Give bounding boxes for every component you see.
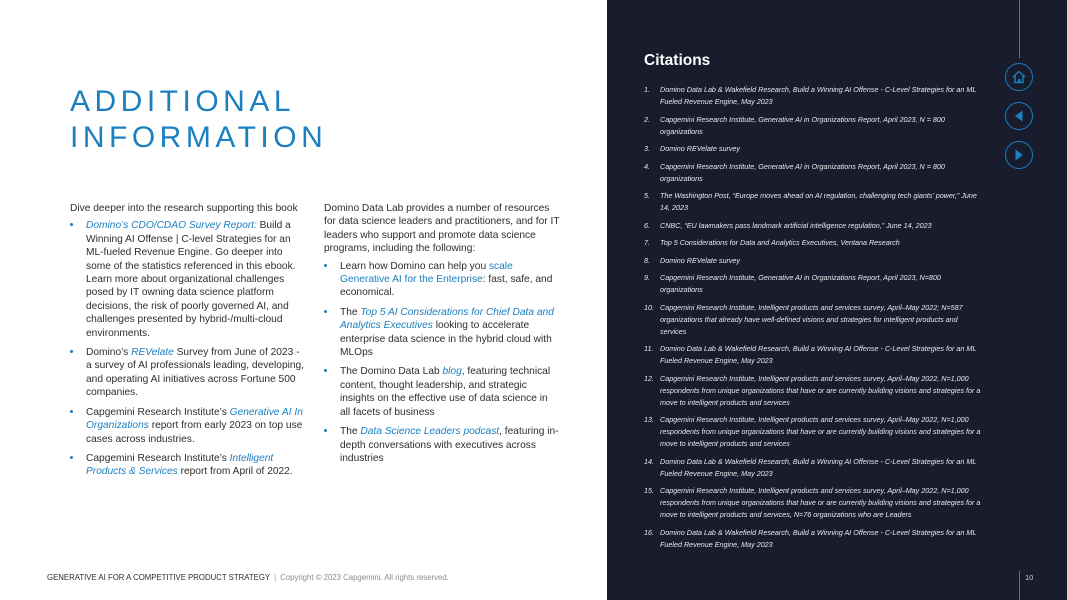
citation-item [644,190,984,214]
footer-title: GENERATIVE AI FOR A COMPETITIVE PRODUCT STRATEGY [47,573,271,582]
citation-number: 16. [644,527,654,537]
list-item-prefix: The Domino Data Lab [340,366,443,378]
citation-item [644,143,984,155]
podcast-link[interactable]: Data Science Leaders podcast [360,426,500,438]
list-item-text: Build a Winning AI Offense | C-level Strategies for an ML-fueled Revenue Engine. Go deeper into some of the statistics referenced in this ebook. Learn more about organizational challenges posed by IT owning data science platform decisions, the risk of poorly governed AI, and challenges presented by hybrid-/multi-cloud environments. [86,220,296,339]
title-line-1: ADDITIONAL [70,85,296,118]
citation-item [644,414,984,450]
citation-item [644,255,984,267]
divider-line [1019,571,1020,600]
cdo-survey-report-link[interactable]: Domino’s CDO/CDAO Survey Report: [86,220,257,232]
citation-text: Capgemini Research Institute, Generative AI in Organizations Report, April 2023, N = 800 organizations [660,161,945,183]
citation-text: Top 5 Considerations for Data and Analytics Executives, Ventana Research [660,238,900,247]
bullet [70,410,73,413]
citation-text: Domino Data Lab & Wakefield Research, Build a Winning AI Offense - C-Level Strategies for an ML Fueled Revenue Engine, May 2023 [660,85,977,106]
list-item-text: report from April of 2022. [177,466,293,478]
footer-copyright: Copyright © 2023 Capgemini. All rights reserved. [280,573,449,582]
previous-page-button[interactable] [1005,102,1033,130]
citation-text: Capgemini Research Institute, Intelligent products and services survey, April–May 2022; N=587 organizations that already have well-defined visions and strategies for intelligent products and services [660,302,963,336]
generative-ai-report-link[interactable]: Generative AI In Organizations [86,406,303,432]
citation-number: 1. [644,85,650,94]
list-item-text: report from early 2023 on top use cases across industries. [86,420,303,445]
footer [47,573,449,582]
bullet [324,369,327,372]
list-item [70,452,306,479]
list-item-text: , featuring in-depth conversations with executives across industries [340,426,559,464]
scale-generative-ai-link[interactable]: scale Generative AI for the Enterprise [340,260,513,286]
citation-text: Capgemini Research Institute, Intelligent products and services survey, April–May 2022, N=1,000 respondents from unique organizations that have or are currently building visions and strategies for a move to intelligent products and services [660,415,981,448]
list-item-prefix: The [340,306,361,318]
resources-column [324,202,560,471]
bullet [324,264,327,267]
research-intro: Dive deeper into the research supporting this book [70,203,298,214]
resources-list [324,260,560,466]
list-item-text: looking to accelerate enterprise data science in the hybrid cloud with MLOps [340,320,552,359]
bullet [70,456,73,459]
citation-number: 9. [644,273,650,282]
citation-text: Capgemini Research Institute, Intelligent products and services survey, April–May 2022, N=1,000 respondents from unique organizations that have or are currently building visions and strategies for a move to intelligent products and services [660,373,981,407]
citation-text: The Washington Post, “Europe moves ahead on AI regulation, challenging tech giants’ power,” June 14, 2023 [660,191,977,212]
divider-line [1019,0,1020,58]
citation-item [644,456,984,480]
list-item-prefix: Learn how Domino can help you [340,260,489,272]
bullet [70,350,73,353]
bullet [324,429,327,432]
title-line-2: INFORMATION [70,121,328,154]
intelligent-products-link[interactable]: Intelligent Products & Services [86,452,274,478]
bullet [70,223,73,226]
list-item-text: , featuring technical content, thought leadership, and strategic insights on the effective use of data science in all facets of business [340,366,551,418]
list-item [70,406,306,446]
list-item-prefix: The [340,426,361,438]
list-item [70,219,306,340]
list-item [70,346,306,400]
citation-item [644,373,984,409]
list-item [324,260,560,300]
next-icon [1012,148,1026,162]
citation-text: Domino Data Lab & Wakefield Research, Build a Winning AI Offense - C-Level Strategies for an ML Fueled Revenue Engine, May 2023 [660,527,977,549]
list-item-prefix: Domino’s [86,347,132,359]
page-title [70,84,327,156]
bullet [324,310,327,313]
citation-text: Capgemini Research Institute, Generative AI in Organizations Report, April 2023, N=800 organizations [660,273,941,294]
list-item-text: : fast, safe, and economical. [340,274,553,299]
citation-item [644,343,984,367]
citation-number: 7. [644,238,650,247]
list-item-text: Survey from June of 2023 - a survey of AI professionals leading, developing, and operating AI initiatives across Fortune 500 companies. [86,347,305,399]
citation-number: 2. [644,114,650,124]
citation-item [644,84,984,108]
citation-number: 13. [644,415,654,424]
previous-icon [1012,109,1026,123]
citation-item [644,272,984,296]
citations-title: Citations [644,52,711,69]
revelate-link[interactable]: REVelate [131,347,174,359]
blog-link[interactable]: blog [442,366,462,378]
top-5-ai-considerations-link[interactable]: Top 5 AI Considerations for Chief Data and Analytics Executives [340,306,554,332]
citation-number: 12. [644,373,654,383]
page-number: 10 [1025,573,1034,582]
citations-list [644,84,984,556]
footer-separator: | [274,573,277,582]
citation-number: 3. [644,144,650,153]
citation-item [644,302,984,338]
citation-text: Domino REVelate survey [660,144,741,153]
citation-text: Domino Data Lab & Wakefield Research, Build a Winning AI Offense - C-Level Strategies for an ML Fueled Revenue Engine, May 2023 [660,344,977,365]
next-page-button[interactable] [1005,141,1033,169]
list-item [324,365,560,419]
resources-intro: Domino Data Lab provides a number of resources for data science leaders and practitioners, and for IT leaders who support and promote data science programs, including the following: [324,203,560,255]
citation-number: 15. [644,486,654,495]
citation-number: 10. [644,302,654,312]
list-item [324,425,560,465]
citation-number: 11. [644,344,654,353]
citation-number: 14. [644,456,654,466]
citation-text: CNBC, “EU lawmakers pass landmark artificial intelligence regulation,” June 14, 2023 [660,220,932,230]
citation-item [644,527,984,551]
home-icon [1011,69,1027,85]
citation-item [644,237,984,249]
list-item-prefix: Capgemini Research Institute’s [86,452,230,464]
citation-item [644,220,984,232]
research-column [70,202,306,485]
citation-item [644,114,984,138]
citation-text: Capgemini Research Institute, Intelligent products and services survey, April–May 2022, N=1,000 respondents from unique organizations that have or are currently building visions and strategies for a move to intelligent products and services, N=76 organizations who are Leaders [660,486,981,519]
citation-item [644,485,984,521]
citation-number: 6. [644,220,650,230]
list-item [324,306,560,360]
citation-number: 5. [644,191,650,200]
citation-text: Capgemini Research Institute, Generative AI in Organizations Report, April 2023, N = 800 organizations [660,114,945,136]
citation-text: Domino REVelate survey [660,255,741,265]
list-item-prefix: Capgemini Research Institute’s [86,406,230,418]
citation-number: 8. [644,255,650,265]
citation-number: 4. [644,161,650,171]
research-list [70,219,306,478]
home-button[interactable] [1005,63,1033,91]
citation-text: Domino Data Lab & Wakefield Research, Build a Winning AI Offense - C-Level Strategies for an ML Fueled Revenue Engine, May 2023 [660,456,977,478]
citation-item [644,161,984,185]
